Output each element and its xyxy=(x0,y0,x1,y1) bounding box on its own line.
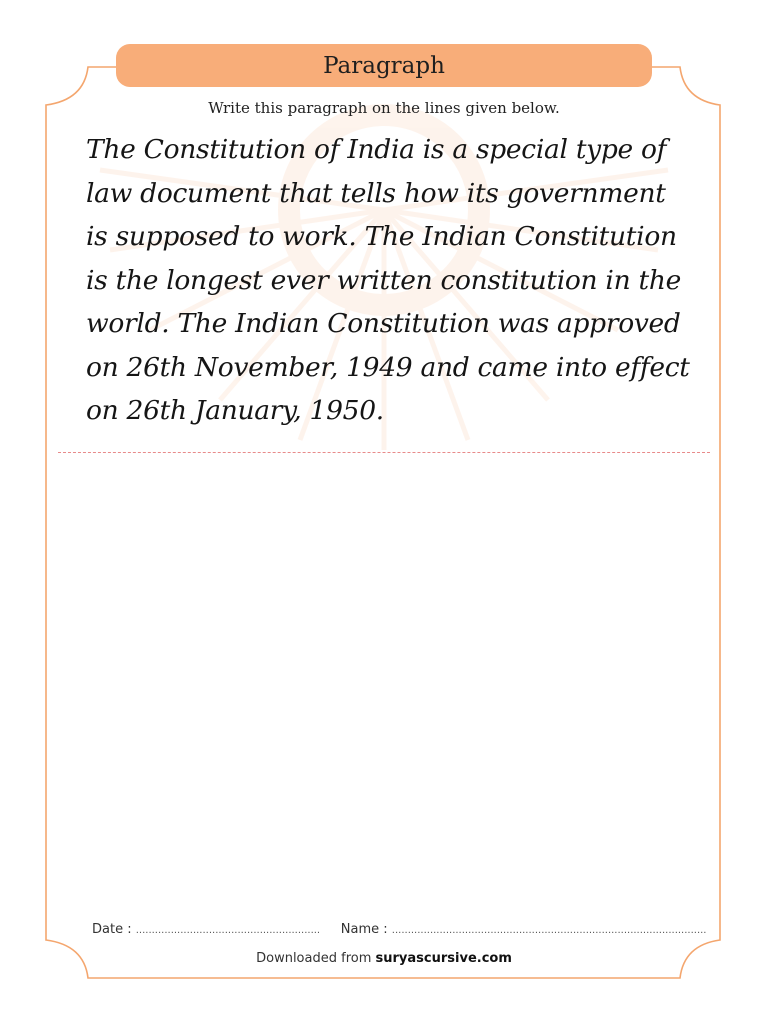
name-field[interactable]: ................................................................................................... xyxy=(391,925,707,936)
footer-fields xyxy=(92,922,707,937)
credit-prefix: Downloaded from xyxy=(256,951,372,966)
paragraph-line: on 26th November, 1949 and came into effect xyxy=(86,351,690,383)
paragraph-line: The Constitution of India is a special type of xyxy=(86,134,667,165)
worksheet-title: Paragraph xyxy=(116,44,652,87)
paragraph-line: law document that tells how its government xyxy=(86,177,666,209)
paragraph-line: is supposed to work. The Indian Constitution xyxy=(86,221,677,252)
paragraph-line: on 26th January, 1950. xyxy=(86,395,384,426)
cursive-paragraph xyxy=(86,128,706,433)
paragraph-line: is the longest ever written constitution in the xyxy=(86,264,681,296)
date-label: Date : xyxy=(92,922,132,937)
instruction-text: Write this paragraph on the lines given below. xyxy=(208,99,560,117)
credit-site-link[interactable]: suryascursive.com xyxy=(375,951,512,966)
date-field[interactable]: .......................................................... xyxy=(135,925,321,936)
paragraph-line: world. The Indian Constitution was approved xyxy=(86,308,681,339)
name-label: Name : xyxy=(340,922,388,937)
credit-line xyxy=(0,951,768,966)
writing-guide-line xyxy=(58,452,710,453)
